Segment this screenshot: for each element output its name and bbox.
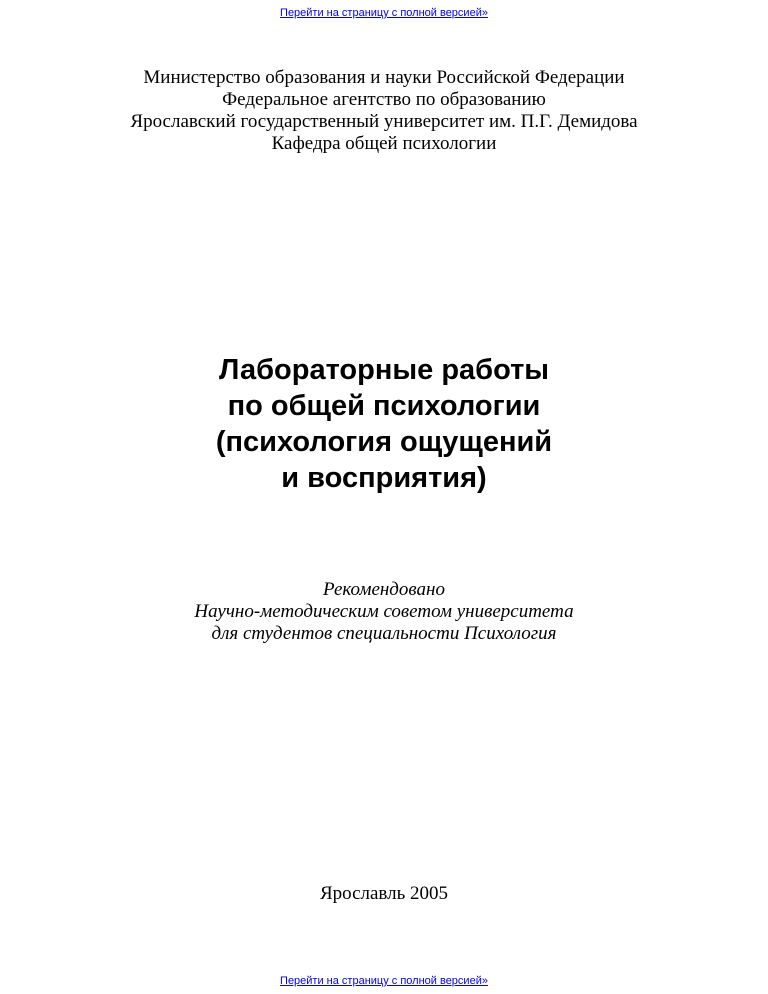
title-line-2: по общей психологии (227, 390, 541, 422)
city-year: Ярославль 2005 (319, 883, 449, 904)
document-title (0, 352, 768, 496)
title-line-4: и восприятия) (281, 462, 487, 494)
recommendation-line-1: Рекомендовано (323, 579, 445, 600)
title-line-1: Лабораторные работы (218, 354, 550, 386)
full-version-link-bottom[interactable]: Перейти на страницу с полной версией» (280, 975, 488, 987)
department-line: Кафедра общей психологии (271, 133, 497, 154)
ministry-line: Министерство образования и науки Российской Федерации (143, 67, 625, 88)
recommendation-line-3: для студентов специальности Психология (211, 623, 557, 644)
university-line: Ярославский государственный университет им. П.Г. Демидова (130, 111, 638, 132)
recommendation-note (0, 579, 768, 645)
recommendation-line-2: Научно-методическим советом университета (194, 601, 574, 622)
agency-line: Федеральное агентство по образованию (222, 89, 546, 110)
title-line-3: (психология ощущений (215, 426, 553, 458)
institution-header (0, 67, 768, 155)
full-version-link-top[interactable]: Перейти на страницу с полной версией» (280, 7, 488, 19)
